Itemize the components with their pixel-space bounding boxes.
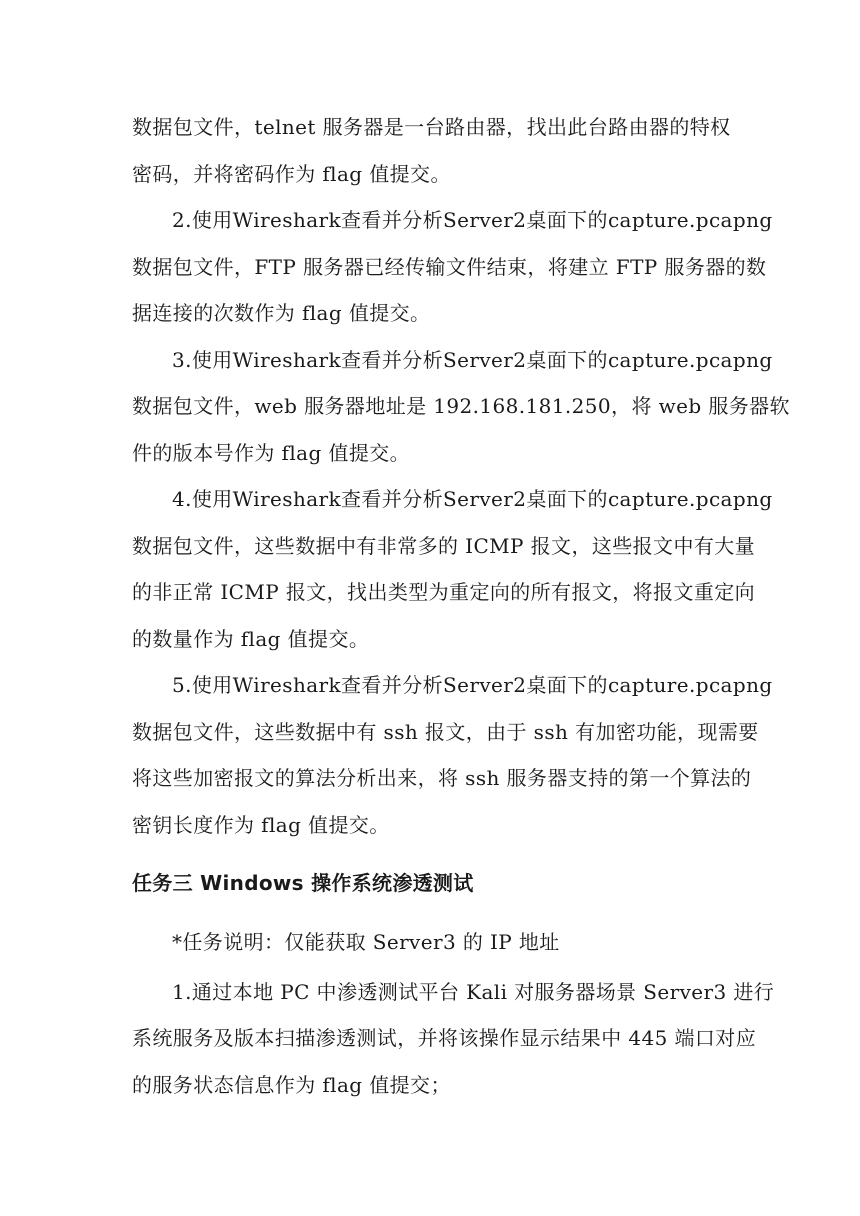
- paragraph-line: 数据包文件，这些数据中有 ssh 报文，由于 ssh 有加密功能，现需要: [132, 720, 759, 744]
- paragraph-line: 数据包文件，telnet 服务器是一台路由器，找出此台路由器的特权: [132, 115, 731, 139]
- paragraph-line: 件的版本号作为 flag 值提交。: [132, 441, 411, 465]
- paragraph-line: 数据包文件，web 服务器地址是 192.168.181.250，将 web 服务器软: [132, 394, 790, 418]
- item-2-line: 2.使用Wireshark查看并分析Server2桌面下的capture.pcapng: [172, 208, 773, 232]
- paragraph-line: 的服务状态信息作为 flag 值提交；: [132, 1073, 451, 1097]
- paragraph-line: 密码，并将密码作为 flag 值提交。: [132, 162, 451, 186]
- paragraph-line: 的非正常 ICMP 报文，找出类型为重定向的所有报文，将报文重定向: [132, 580, 756, 604]
- paragraph-line: 数据包文件，FTP 服务器已经传输文件结束，将建立 FTP 服务器的数: [132, 255, 767, 279]
- section-heading: 任务三 Windows 操作系统渗透测试: [132, 871, 474, 895]
- item-5-line: 5.使用Wireshark查看并分析Server2桌面下的capture.pcapng: [172, 673, 773, 697]
- item-3-line: 3.使用Wireshark查看并分析Server2桌面下的capture.pcapng: [172, 348, 773, 372]
- paragraph-line: 将这些加密报文的算法分析出来，将 ssh 服务器支持的第一个算法的: [132, 766, 752, 790]
- item-4-line: 4.使用Wireshark查看并分析Server2桌面下的capture.pcapng: [172, 487, 773, 511]
- paragraph-line: 系统服务及版本扫描渗透测试，并将该操作显示结果中 445 端口对应: [132, 1026, 757, 1050]
- paragraph-line: 数据包文件，这些数据中有非常多的 ICMP 报文，这些报文中有大量: [132, 534, 756, 558]
- paragraph-line: 据连接的次数作为 flag 值提交。: [132, 301, 431, 325]
- paragraph-line: 的数量作为 flag 值提交。: [132, 627, 370, 651]
- paragraph-line: 密钥长度作为 flag 值提交。: [132, 813, 390, 837]
- item-1-line: 1.通过本地 PC 中渗透测试平台 Kali 对服务器场景 Server3 进行: [172, 980, 775, 1004]
- task-note: *任务说明：仅能获取 Server3 的 IP 地址: [172, 930, 560, 954]
